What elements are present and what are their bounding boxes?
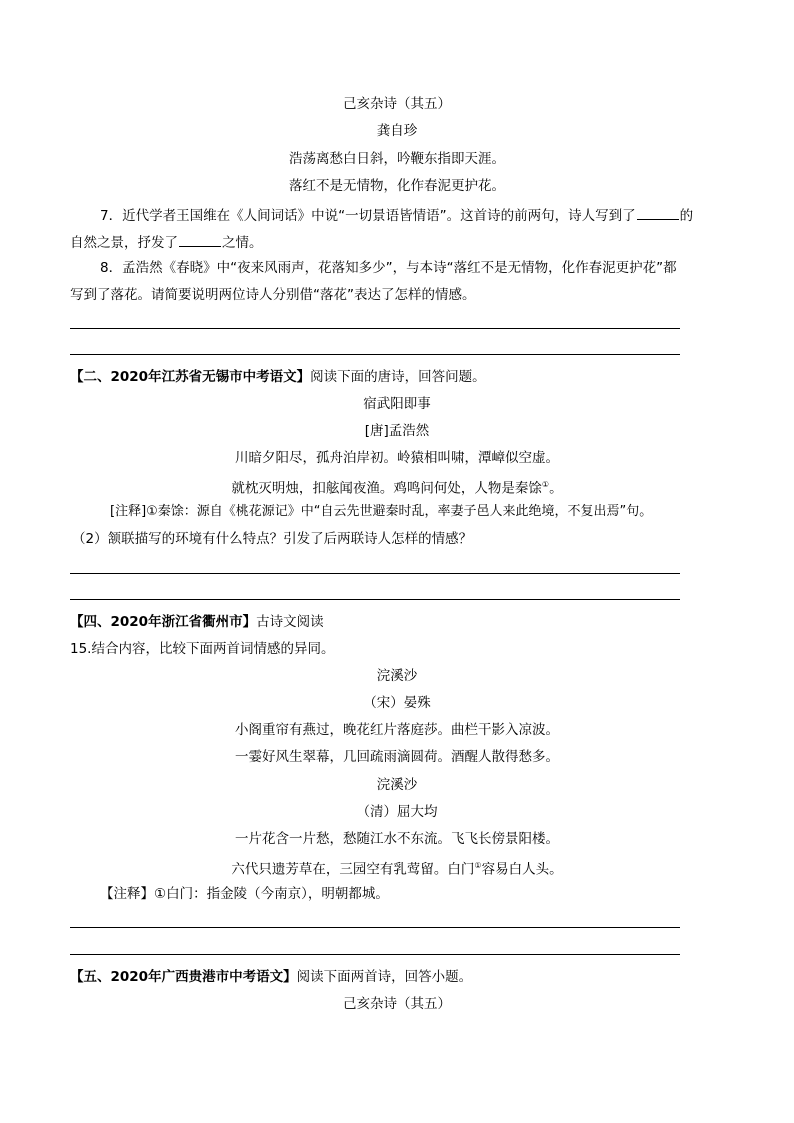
question-8-line1: 8．孟浩然《春晓》中“夜来风雨声，花落知多少”，与本诗“落红不是无情物，化作春泥更护花”都 (100, 260, 677, 276)
section-5-heading: 【五、2020年广西贵港市中考语文】 (70, 969, 297, 985)
answer-blank-1[interactable] (637, 205, 679, 220)
section-4-heading: 【四、2020年浙江省衢州市】 (70, 614, 257, 630)
poem1-title: 己亥杂诗（其五） (343, 96, 451, 112)
section-5-poem-title: 己亥杂诗（其五） (343, 996, 451, 1012)
footnote-marker: ① (541, 480, 550, 489)
section-2-poem-line1: 川暗夕阳尽，孤舟泊岸初。岭猿相叫啸，潭嶂似空虚。 (235, 450, 559, 466)
section-2-question: （2）颔联描写的环境有什么特点？引发了后两联诗人怎样的情感？ (72, 531, 473, 547)
section-4-question: 15.结合内容，比较下面两首词情感的异同。 (70, 641, 335, 657)
section-4-note: 【注释】①白门：指金陵（今南京），明朝都城。 (100, 886, 389, 902)
section-2-poem-author: [唐]孟浩然 (364, 423, 430, 439)
poem-a-title: 浣溪沙 (376, 668, 418, 684)
answer-line[interactable] (70, 927, 680, 928)
answer-blank-2[interactable] (179, 232, 221, 247)
poem-b-line2-text-b: 容易白人头。 (481, 861, 563, 878)
question-7-line1 (100, 205, 693, 225)
poem-b-author: （清）屈大均 (356, 804, 438, 820)
poem-b-line2-text-a: 六代只遗芳草在，三园空有乳莺留。白门 (231, 861, 475, 878)
section-4-intro: 古诗文阅读 (256, 614, 324, 630)
question-7-text-a: 7．近代学者王国维在《人间词话》中说“一切景语皆情语”。这首诗的前两句，诗人写到了 (100, 208, 636, 224)
question-7-text-c: 自然之景，抒发了 (70, 235, 178, 251)
poem1-line2: 落红不是无情物，化作春泥更护花。 (289, 178, 505, 194)
poem-b-title: 浣溪沙 (376, 777, 418, 793)
poem-a-author: （宋）晏殊 (363, 695, 431, 711)
poem-b-line1: 一片花含一片愁，愁随江水不东流。飞飞长傍景阳楼。 (235, 831, 559, 847)
section-2-poem-line2 (0, 476, 794, 498)
question-7-line2 (70, 232, 263, 252)
section-4-header (70, 613, 324, 631)
section-2-poem-line2-end: 。 (549, 480, 563, 497)
poem1-author: 龚自珍 (376, 123, 418, 139)
footnote-marker: ① (474, 861, 482, 870)
section-5-header (70, 968, 472, 986)
answer-line[interactable] (70, 354, 680, 355)
answer-line[interactable] (70, 954, 680, 955)
section-2-note: [注释]①秦馀：源自《桃花源记》中“自云先世避秦时乱，率妻子邑人来此绝境，不复出焉”句。 (110, 504, 653, 519)
section-2-heading: 【二、2020年江苏省无锡市中考语文】 (70, 369, 311, 385)
answer-line[interactable] (70, 573, 680, 574)
section-2-intro: 阅读下面的唐诗，回答问题。 (310, 369, 486, 385)
poem-a-line2: 一霎好风生翠幕，几回疏雨滴圆荷。酒醒人散得愁多。 (235, 749, 559, 765)
question-7-text-d: 之情。 (222, 235, 263, 251)
question-7-text-b: 的 (679, 208, 694, 224)
poem1-line1: 浩荡离愁白日斜，吟鞭东指即天涯。 (289, 151, 505, 167)
question-8-line2: 写到了落花。请简要说明两位诗人分别借“落花”表达了怎样的情感。 (70, 287, 476, 303)
poem-b-line2 (0, 857, 794, 879)
section-5-intro: 阅读下面两首诗，回答小题。 (296, 969, 473, 985)
answer-line[interactable] (70, 599, 680, 600)
section-2-poem-title: 宿武阳即事 (363, 396, 431, 412)
answer-line[interactable] (70, 328, 680, 329)
section-2-header (70, 368, 486, 386)
section-2-poem-line2-text: 就枕灭明烛，扣舷闻夜渔。鸡鸣问何处，人物是秦馀 (231, 480, 542, 497)
poem-a-line1: 小阁重帘有燕过，晚花红片落庭莎。曲栏干影入凉波。 (235, 722, 559, 738)
